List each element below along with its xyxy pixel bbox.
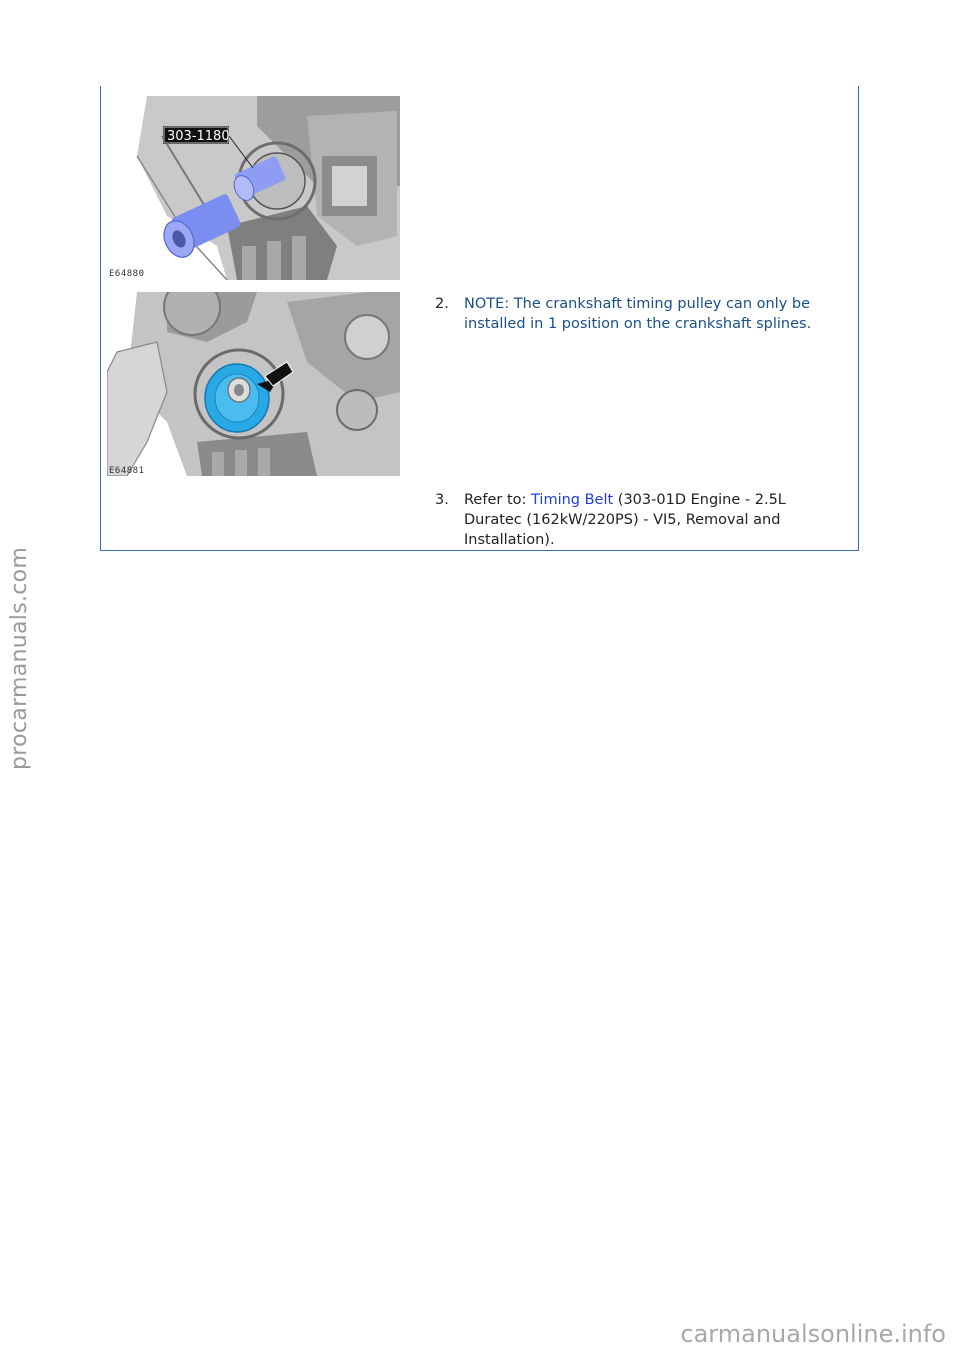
- figure-code: E64880: [109, 269, 145, 279]
- step-suffix: (303-01D Engine - 2.5L Duratec (162kW/220PS) - VI5, Removal and Installation).: [464, 492, 786, 548]
- side-watermark: procarmanuals.com: [7, 546, 32, 770]
- step-text: [464, 490, 834, 550]
- figure-code: E64881: [109, 466, 145, 476]
- tool-number-label: 303-1180: [167, 129, 230, 144]
- figure-engine-tool-install: [107, 96, 400, 280]
- step-prefix: Refer to:: [464, 492, 531, 508]
- step-number: 2.: [435, 296, 449, 312]
- bottom-watermark: carmanualsonline.info: [680, 1320, 946, 1348]
- figure-crankshaft-pulley: [107, 292, 400, 476]
- timing-belt-link[interactable]: Timing Belt: [531, 492, 614, 508]
- step-number: 3.: [435, 492, 449, 508]
- step-note: NOTE: The crankshaft timing pulley can only be installed in 1 position on the crankshaft splines.: [464, 296, 812, 332]
